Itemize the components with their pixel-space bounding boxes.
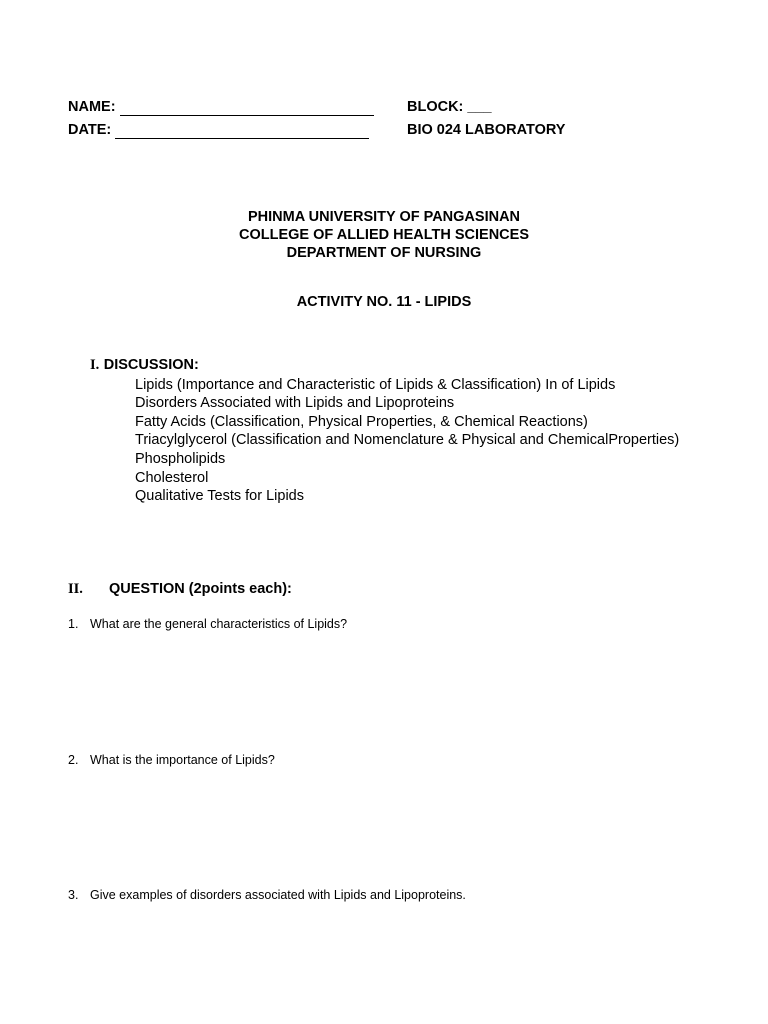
discussion-item: Cholesterol	[135, 470, 209, 486]
question-text: Give examples of disorders associated with Lipids and Lipoproteins.	[90, 888, 466, 902]
question-item	[68, 888, 466, 902]
name-blank-line	[120, 99, 374, 116]
discussion-item: Fatty Acids (Classification, Physical Properties, & Chemical Reactions)	[135, 414, 588, 430]
questions-heading	[68, 580, 292, 598]
question-text: What is the importance of Lipids?	[90, 753, 275, 767]
discussion-item: Phospholipids	[135, 451, 226, 467]
section-numeral: II.	[68, 581, 83, 597]
question-text: What are the general characteristics of Lipids?	[90, 617, 348, 631]
course-label: BIO 024 LABORATORY	[407, 122, 566, 138]
activity-title: ACTIVITY NO. 11 - LIPIDS	[296, 294, 472, 310]
department-name: DEPARTMENT OF NURSING	[286, 245, 482, 261]
date-label: DATE:	[68, 122, 112, 138]
block-label: BLOCK:	[407, 99, 464, 115]
university-name: PHINMA UNIVERSITY OF PANGASINAN	[247, 209, 521, 225]
question-item	[68, 617, 347, 631]
section-numeral: I.	[90, 357, 100, 373]
question-number: 3.	[68, 888, 79, 902]
date-blank-line	[115, 122, 369, 139]
question-number: 1.	[68, 617, 79, 631]
section-title: QUESTION (2points each):	[109, 581, 292, 597]
date-field	[68, 122, 369, 139]
discussion-heading	[90, 356, 199, 374]
discussion-item: Triacylglycerol (Classification and Nomenclature & Physical and ChemicalProperties)	[135, 432, 680, 448]
section-title: DISCUSSION:	[103, 357, 199, 373]
question-number: 2.	[68, 753, 79, 767]
block-blank: ___	[467, 99, 492, 115]
question-item	[68, 753, 275, 767]
name-field	[68, 99, 374, 116]
name-label: NAME:	[68, 99, 116, 115]
discussion-item: Lipids (Importance and Characteristic of Lipids & Classification) In of Lipids	[135, 377, 616, 393]
block-field	[407, 99, 492, 115]
discussion-item: Disorders Associated with Lipids and Lipoproteins	[135, 395, 455, 411]
college-name: COLLEGE OF ALLIED HEALTH SCIENCES	[238, 227, 529, 243]
discussion-item: Qualitative Tests for Lipids	[135, 488, 304, 504]
